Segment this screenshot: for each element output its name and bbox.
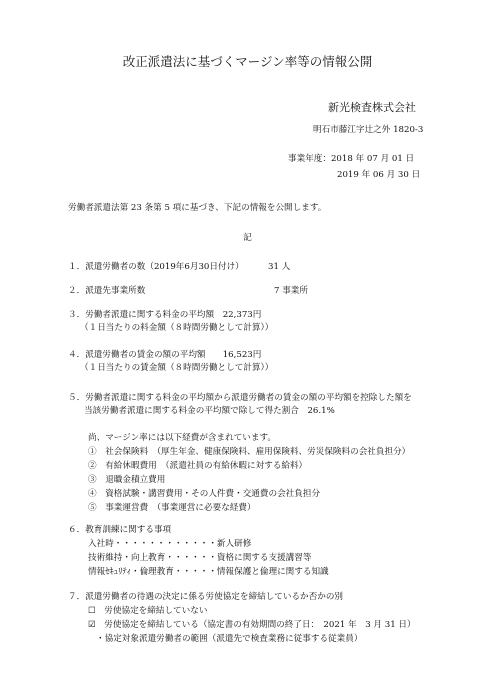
item-5-line2: 当該労働者派遣に関する料金の平均額で除して得た割合 26.1% [84,406,335,416]
item-4-line2: （１日当たりの賃金額（８時間労働として計算）） [80,363,274,373]
company-address: 明石市藤江字辻之外 1820-3 [313,125,424,135]
expense-item: ④ 資格試験・講習費用・その人件費・交通費の会社負担分 [88,489,321,499]
training-row: 入社時・・・・・・・・・・・・新人研修 [88,539,252,549]
expense-item: ② 有給休暇費用 （派遣社員の有給休暇に対する給料） [88,461,308,471]
item-2-label: ２．派遣先事業所数 [68,286,146,296]
item-3-line1: ３．労働者派遣に関する料金の平均額 22,373円 [68,310,262,320]
document-title: 改正派遣法に基づくマージン率等の情報公開 [122,54,373,69]
item-6-heading: ６．教育訓練に関する事項 [68,525,172,535]
ki-heading: 記 [243,233,252,243]
item-4-line1: ４．派遣労働者の賃金の額の平均額 16,523円 [68,350,262,360]
item-5-line1: ５．労働者派遣に関する料金の平均額から派遣労働者の賃金の額の平均額を控除した額を [68,393,412,403]
item-1-value: 31 人 [268,262,291,272]
training-row: 技術維持・向上教育・・・・・・資格に関する支援講習等 [88,553,312,563]
agreement-scope: ・協定対象派遣労働者の範囲（派遣先で検査業務に従事する従業員） [96,634,363,644]
item-3-line2: （１日当たりの料金額（８時間労働として計算）） [80,323,274,333]
expense-item: ① 社会保険料 （厚生年金、健康保険料、雇用保険料、労災保険料の会社負担分） [88,447,411,457]
agreement-option-concluded: ☑ 労使協定を締結している（協定書の有効期間の終了日： 2021 年 3 月 31 日） [88,620,416,630]
company-name: 新光検査株式会社 [328,101,416,114]
item-7-heading: ７．派遣労働者の待遇の決定に係る労使協定を締結しているか否かの別 [68,592,344,602]
agreement-option-not-concluded: ☐ 労使協定を締結していない [88,606,208,616]
fiscal-year-start: 事業年度：2018 年 07 月 01 日 [288,154,415,164]
item-2-value: 7 事業所 [274,286,308,296]
margin-intro: 尚、マージン率には以下経費が含まれています。 [88,433,276,443]
fiscal-year-end: 2019 年 06 月 30 日 [337,170,421,180]
expense-item: ⑤ 事業運営費 （事業運営に必要な経費） [88,503,256,513]
expense-item: ③ 退職金積立費用 [88,475,166,485]
training-row: 情報ｾｷｭﾘﾃｨ・倫理教育・・・・・情報保護と倫理に関する知識 [88,567,329,577]
item-1-label: １．派遣労働者の数（2019年6月30日付け） [68,262,244,272]
intro-text: 労働者派遣法第 23 条第 5 項に基づき、下記の情報を公開します。 [68,203,327,213]
